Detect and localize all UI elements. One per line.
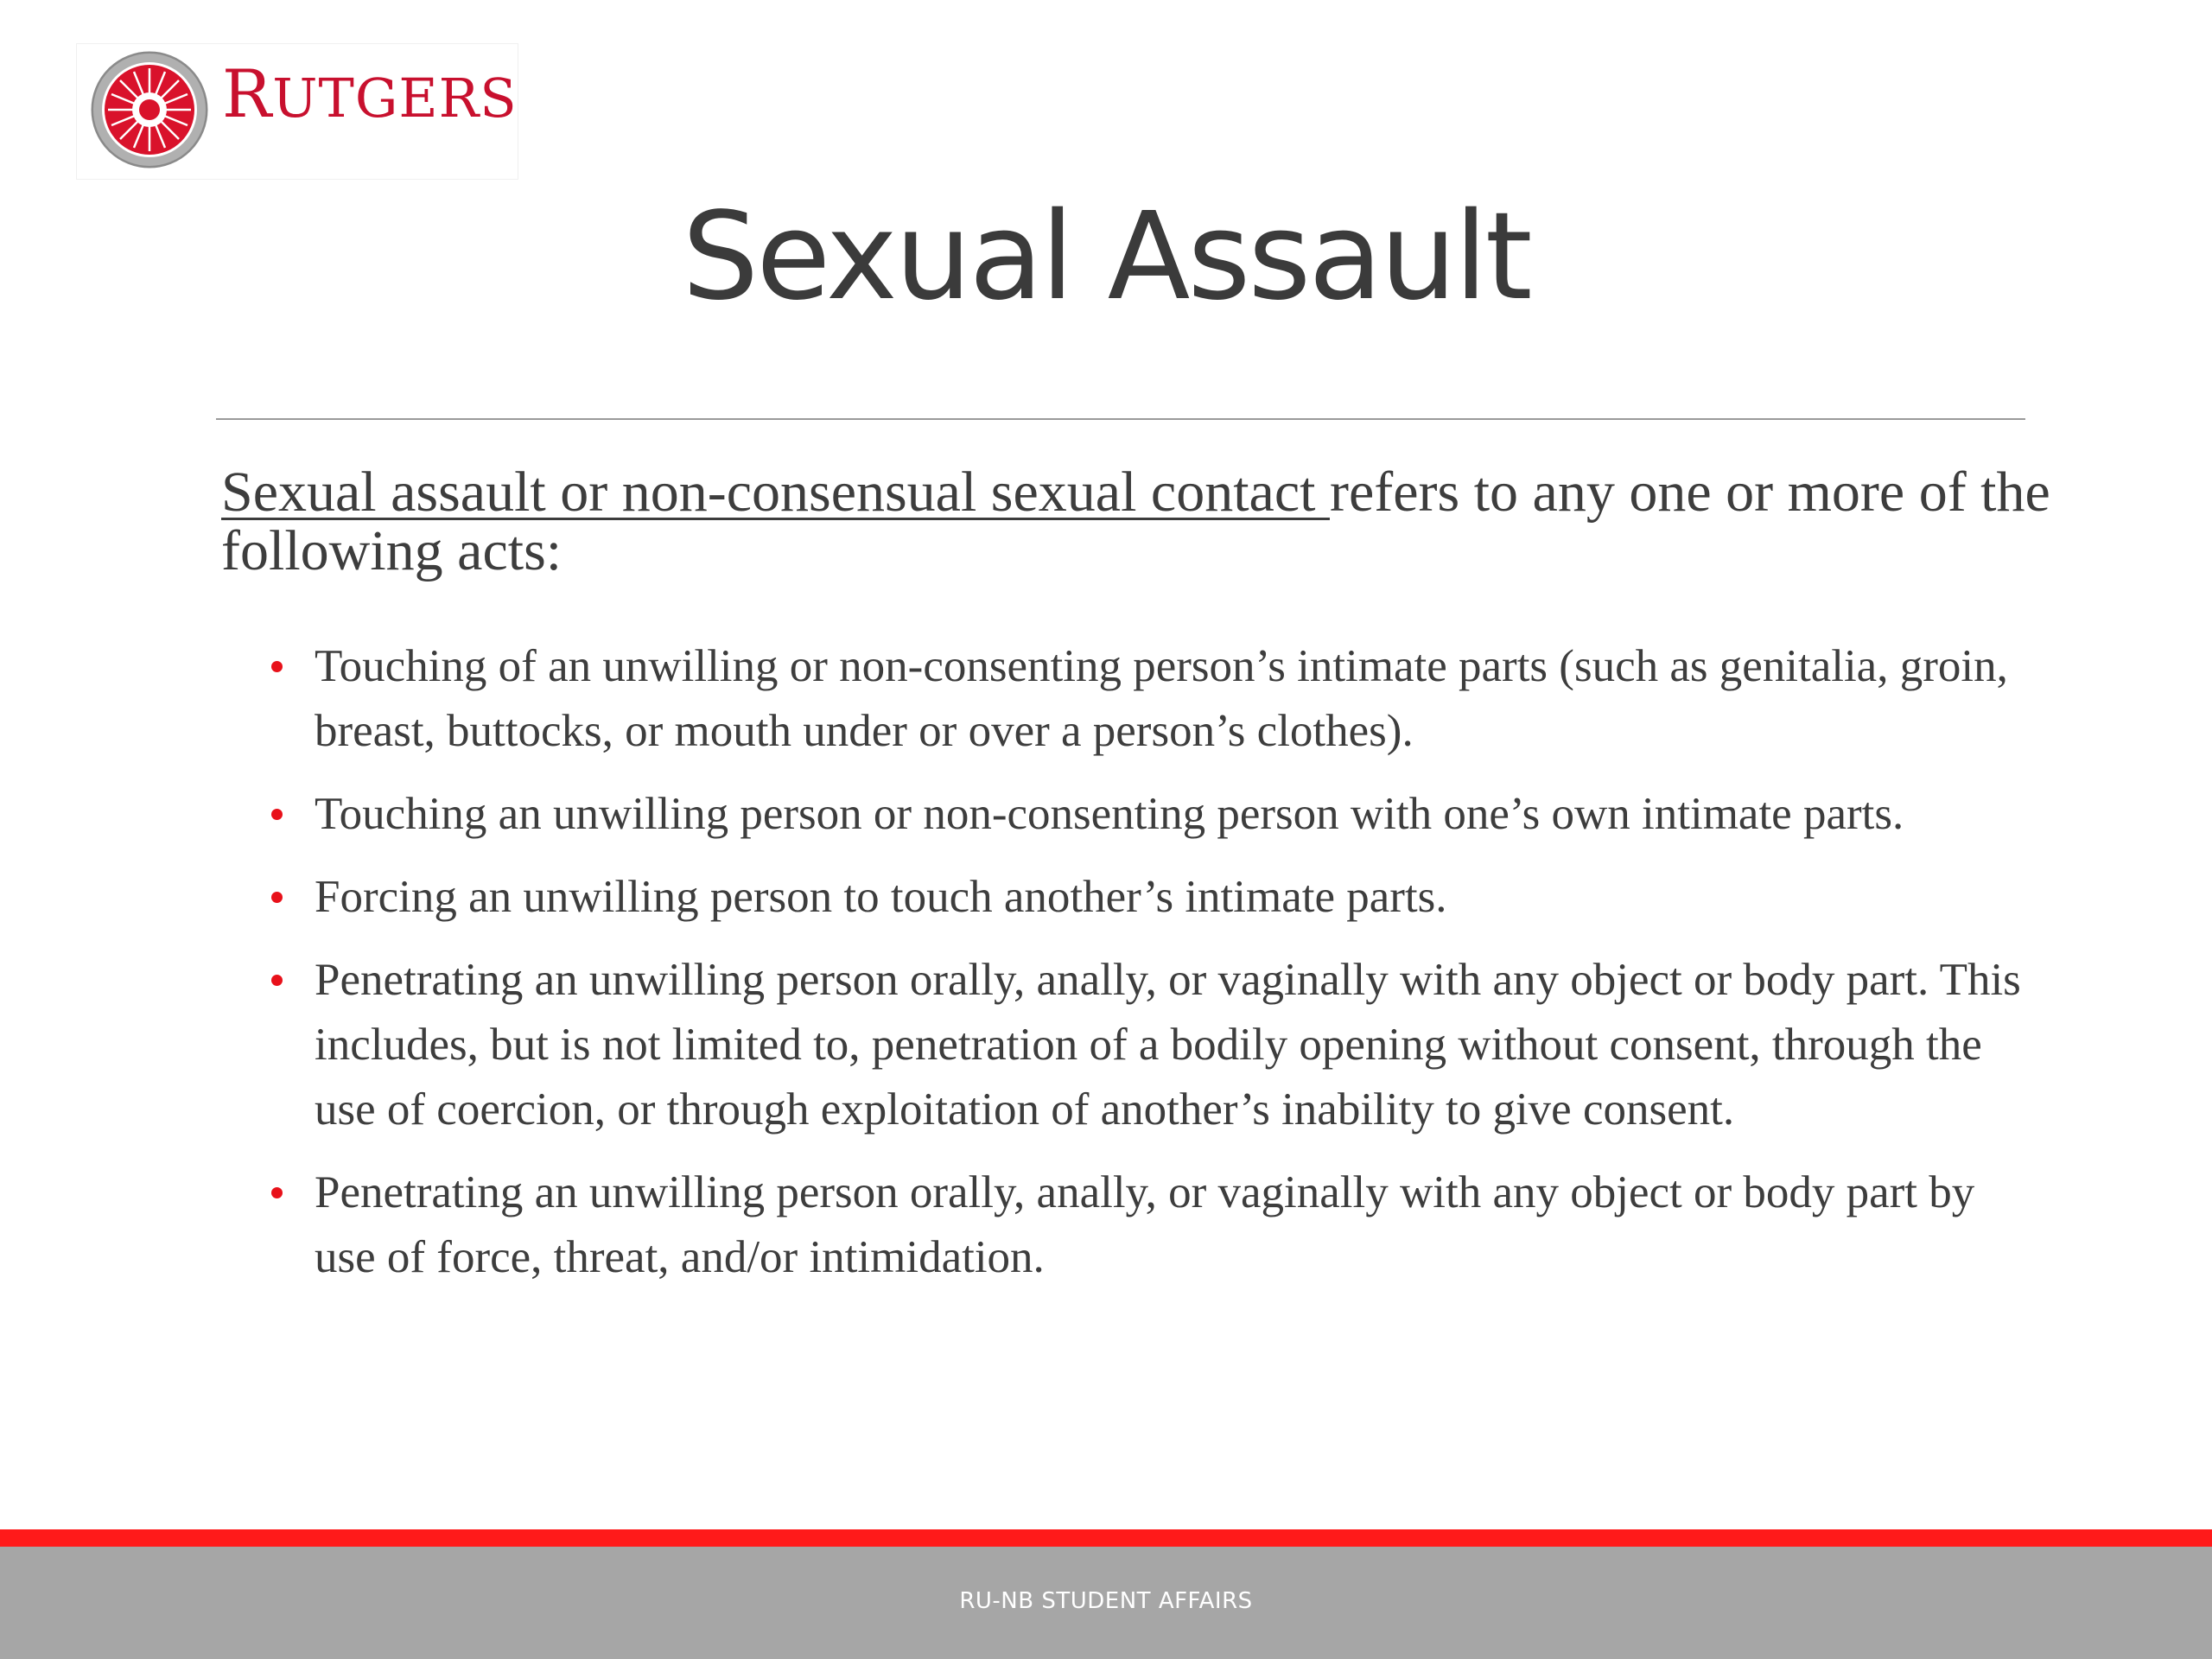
slide-title: Sexual Assault [682, 187, 1530, 327]
rutgers-wordmark [222, 55, 518, 132]
list-item [264, 782, 2044, 847]
intro-term: Sexual assault or non-consensual sexual contact [221, 461, 1330, 524]
acts-list [264, 634, 2044, 1308]
list-item [264, 634, 2044, 764]
bullet-icon [271, 1187, 283, 1198]
list-item-text: Penetrating an unwilling person orally, anally, or vaginally with any object or body part. This includes, but is not limited to, penetration of a bodily opening without consent, through the use of coercion, or through exploitation of another’s inability to give consent. [315, 955, 2021, 1135]
bullet-icon [271, 661, 283, 672]
intro-paragraph [221, 463, 2079, 581]
list-item [264, 948, 2044, 1142]
intro-rest: refers to any one or more of the following acts: [221, 461, 2050, 582]
list-item-text: Touching of an unwilling or non-consenting person’s intimate parts (such as genitalia, groin, breast, buttocks, or mouth under or over a person’s clothes). [315, 641, 2008, 756]
bullet-icon [271, 975, 283, 986]
list-item-text: Touching an unwilling person or non-consenting person with one’s own intimate parts. [315, 789, 1904, 839]
footer-text: RU-NB STUDENT AFFAIRS [959, 1588, 1253, 1614]
rutgers-logo [76, 43, 518, 180]
bullet-icon [271, 892, 283, 903]
rutgers-seal-icon [89, 49, 210, 170]
title-divider [216, 418, 2025, 420]
list-item [264, 1160, 2044, 1290]
list-item-text: Penetrating an unwilling person orally, anally, or vaginally with any object or body part by use of force, threat, and/or intimidation. [315, 1167, 1975, 1282]
list-item [264, 865, 2044, 930]
wordmark-initial: R [222, 55, 273, 132]
footer-accent-bar [0, 1529, 2212, 1547]
list-item-text: Forcing an unwilling person to touch another’s intimate parts. [315, 872, 1447, 922]
wordmark-rest: UTGERS [272, 67, 518, 130]
bullet-icon [271, 809, 283, 820]
